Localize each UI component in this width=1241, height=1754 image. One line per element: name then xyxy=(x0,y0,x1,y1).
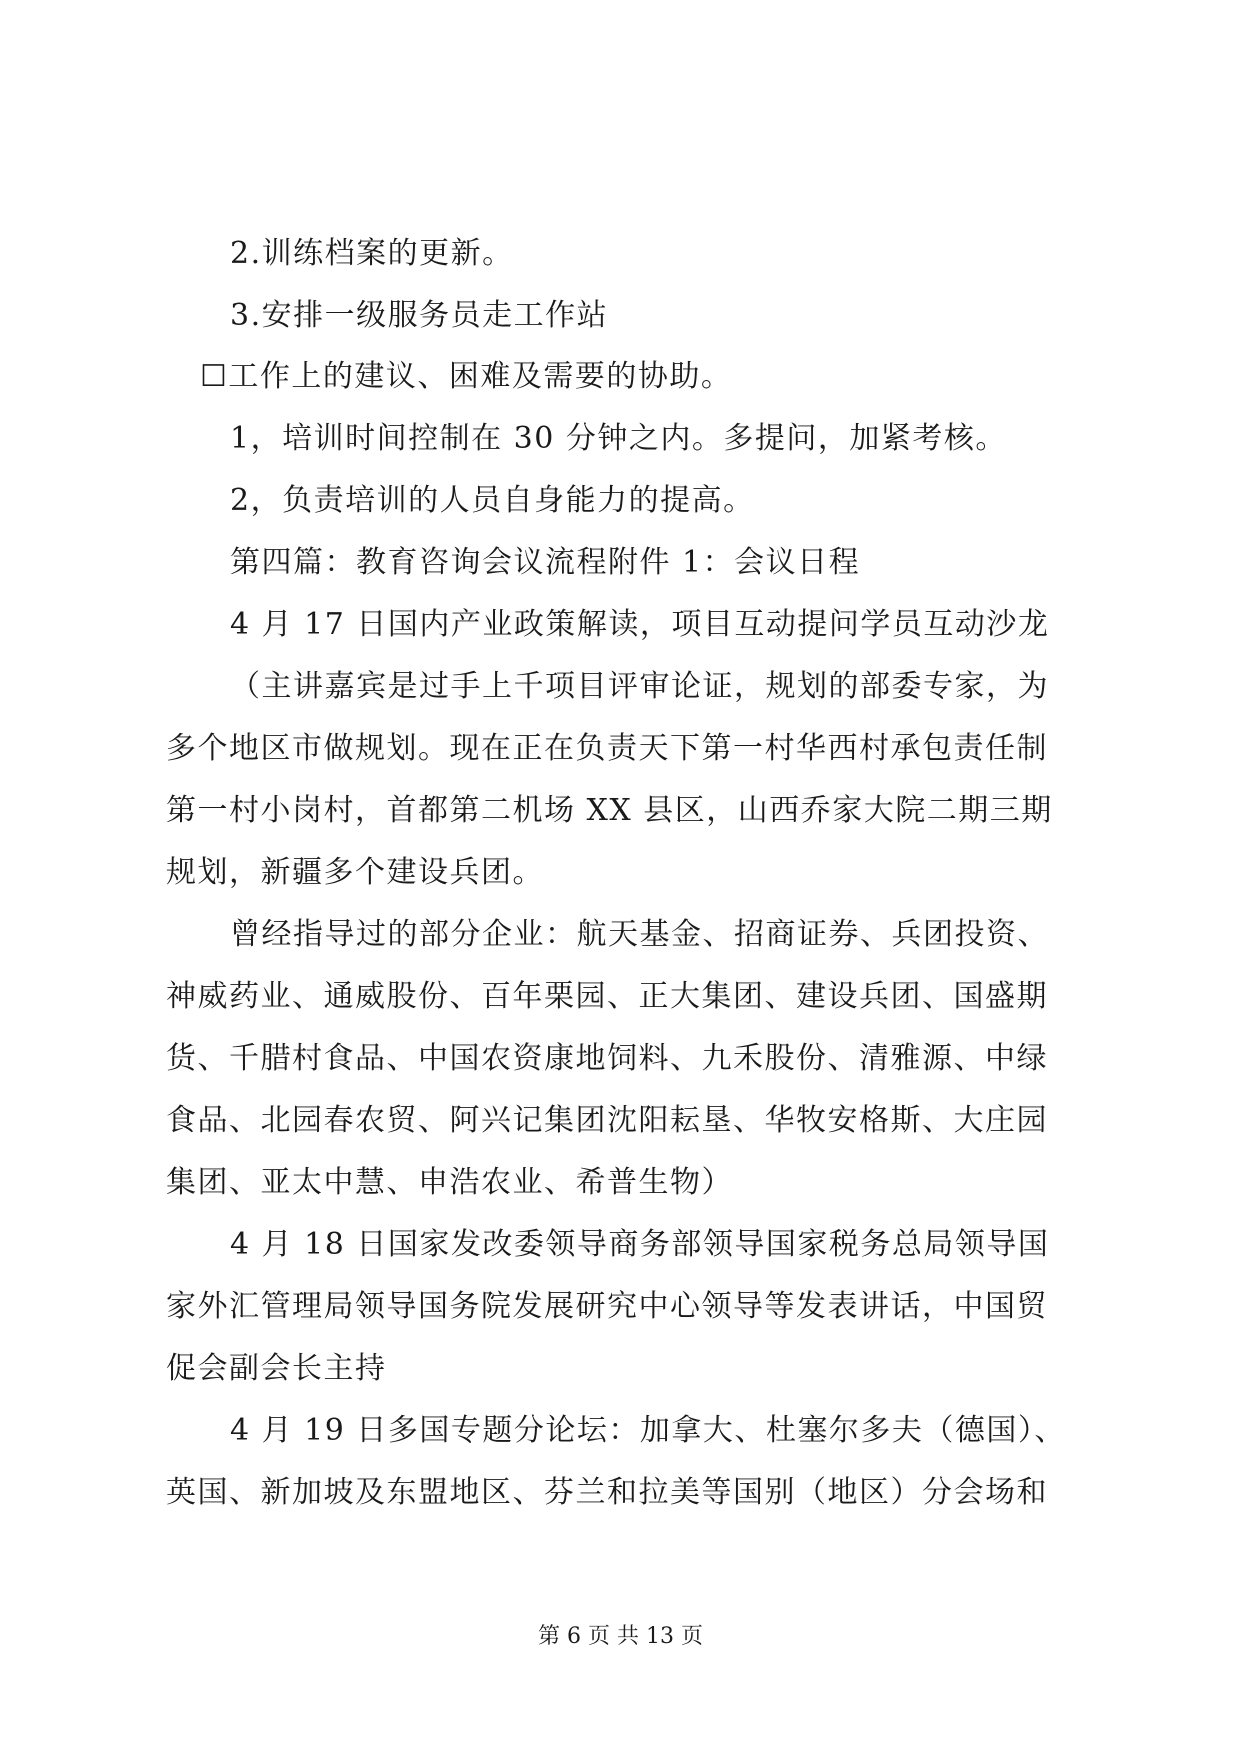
text-line-2: 3.安排一级服务员走工作站 xyxy=(230,298,609,333)
text-line-17: 4 月 18 日国家发改委领导商务部领导国家税务总局领导国 xyxy=(230,1227,1050,1262)
text-line-20: 4 月 19 日多国专题分论坛：加拿大、杜塞尔多夫（德国）、 xyxy=(230,1413,1066,1448)
page-number-footer: 第 6 页 共 13 页 xyxy=(538,1624,703,1649)
text-line-4: 1，培训时间控制在 30 分钟之内。多提问，加紧考核。 xyxy=(230,421,1007,456)
text-line-8: （主讲嘉宾是过手上千项目评审论证，规划的部委专家，为 xyxy=(230,669,1049,704)
section-heading: 第四篇：教育咨询会议流程附件 1：会议日程 xyxy=(230,545,861,580)
text-line-16: 集团、亚太中慧、申浩农业、希普生物） xyxy=(166,1165,733,1200)
text-line-12: 曾经指导过的部分企业：航天基金、招商证券、兵团投资、 xyxy=(230,917,1049,952)
text-line-14: 货、千腊村食品、中国农资康地饲料、九禾股份、清雅源、中绿 xyxy=(166,1041,1048,1076)
text-line-13: 神威药业、通威股份、百年栗园、正大集团、建设兵团、国盛期 xyxy=(166,979,1048,1014)
text-line-19: 促会副会长主持 xyxy=(166,1351,387,1386)
text-line-3: ☐工作上的建议、困难及需要的协助。 xyxy=(200,359,733,394)
text-line-9: 多个地区市做规划。现在正在负责天下第一村华西村承包责任制 xyxy=(166,731,1048,766)
text-line-15: 食品、北园春农贸、阿兴记集团沈阳耘垦、华牧安格斯、大庄园 xyxy=(166,1103,1048,1138)
text-line-10: 第一村小岗村，首都第二机场 XX 县区，山西乔家大院二期三期 xyxy=(166,793,1053,828)
text-line-11: 规划，新疆多个建设兵团。 xyxy=(166,855,544,890)
text-line-21: 英国、新加坡及东盟地区、芬兰和拉美等国别（地区）分会场和 xyxy=(166,1475,1048,1510)
text-line-18: 家外汇管理局领导国务院发展研究中心领导等发表讲话，中国贸 xyxy=(166,1289,1048,1324)
text-line-7: 4 月 17 日国内产业政策解读，项目互动提问学员互动沙龙 xyxy=(230,607,1050,642)
text-line-1: 2.训练档案的更新。 xyxy=(230,236,514,271)
text-line-5: 2，负责培训的人员自身能力的提高。 xyxy=(230,483,755,518)
